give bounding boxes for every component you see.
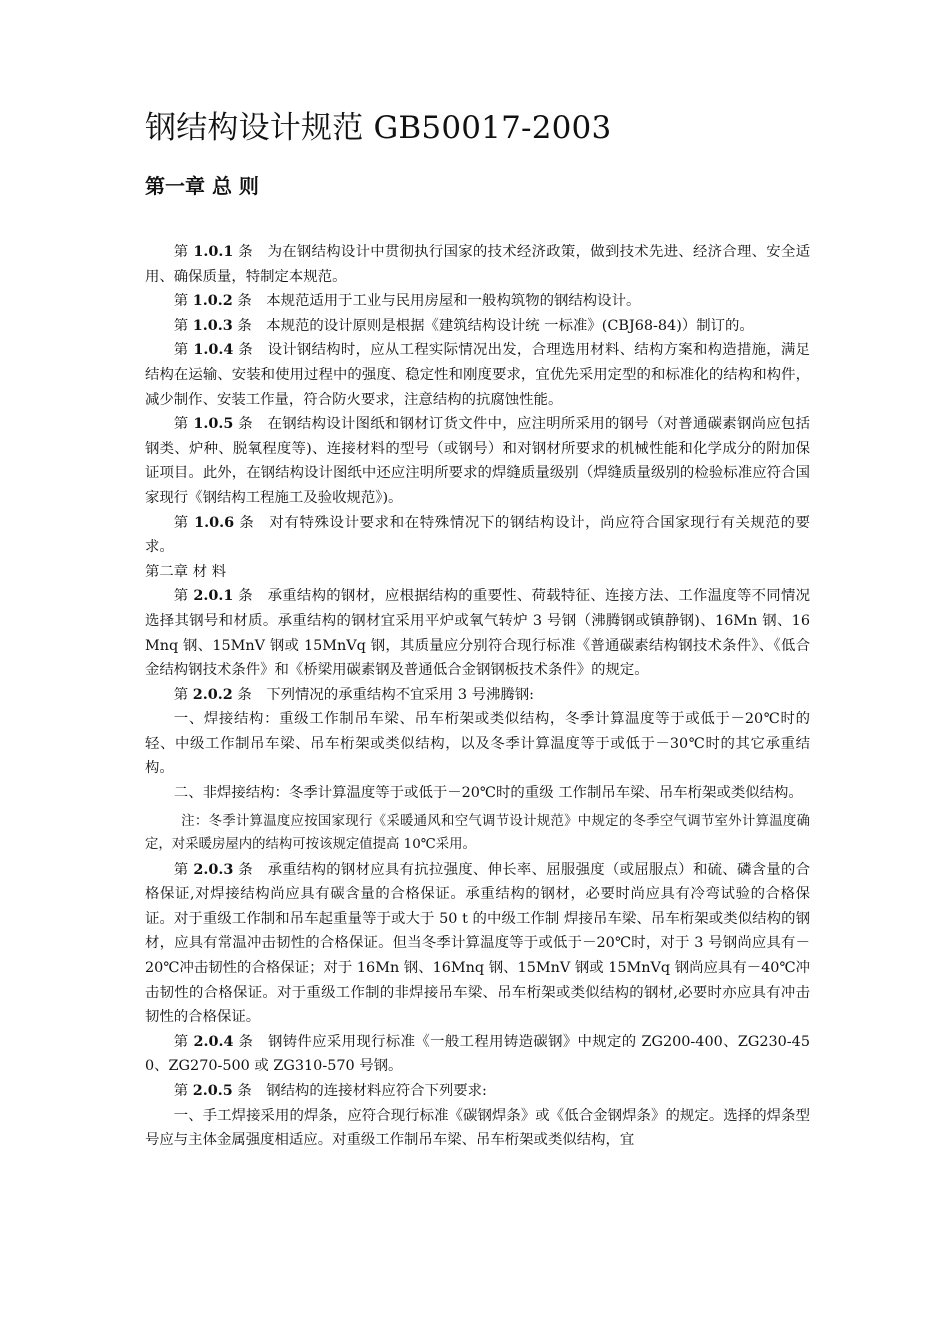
article-number: 1.0.4 [193,341,234,359]
article-1-0-4 [145,338,810,412]
article-suffix: 条 [232,1083,252,1099]
article-number: 1.0.3 [192,316,233,334]
article-number: 2.0.3 [193,860,234,878]
article-number: 2.0.2 [192,685,233,703]
article-2-0-2-item-1: 一、焊接结构：重级工作制吊车梁、吊车桁架或类似结构，冬季计算温度等于或低于－20℃时的轻、中级工作制吊车梁、吊车桁架或类似结构，以及冬季计算温度等于或低于－30℃时的其它承重结构。 [145,711,810,777]
article-1-0-5 [145,412,810,510]
article-prefix: 第 [173,1083,193,1099]
article-text: 钢铸件应采用现行标准《一般工程用铸造碳钢》中规定的 ZG200-400、ZG230-450、ZG270-500 或 ZG310-570 号钢。 [145,1033,810,1075]
chapter-1-heading: 第一章 总 则 [145,174,259,198]
article-2-0-2-note: 注：冬季计算温度应按国家现行《采暖通风和空气调节设计规范》中规定的冬季空气调节室外计算温度确定，对采暖房屋内的结构可按该规定值提高 10℃采用。 [145,813,810,852]
article-suffix: 条 [232,686,252,703]
article-suffix: 条 [233,1033,254,1050]
article-suffix: 条 [232,293,252,310]
article-suffix: 条 [233,861,253,878]
article-suffix: 条 [233,588,253,605]
article-suffix: 条 [233,416,253,433]
article-suffix: 条 [234,514,255,531]
article-prefix: 第 [173,588,194,605]
article-text: 本规范的设计原则是根据《建筑结构设计统 一标准》(CBJ68-84)）制订的。 [266,317,754,334]
article-prefix: 第 [173,317,193,334]
article-text: 本规范适用于工业与民用房屋和一般构筑物的钢结构设计。 [266,293,641,310]
article-1-0-3 [145,314,810,339]
article-text: 设计钢结构时，应从工程实际情况出发，合理选用材料、结构方案和构造措施，满足结构在运输、安装和使用过程中的强度、稳定性和刚度要求，宜优先采用定型的和标准化的结构和构件，减少制作、安装工作量，符合防火要求，注意结构的抗腐蚀性能。 [145,342,811,408]
article-prefix: 第 [173,416,194,433]
article-suffix: 条 [232,317,252,334]
document-title: 钢结构设计规范 GB50017-2003 [145,110,612,146]
article-number: 2.0.1 [193,587,234,605]
chapter-2-heading: 第二章 材 料 [145,563,227,580]
article-number: 1.0.5 [193,415,234,433]
article-1-0-1 [145,240,810,289]
article-1-0-2 [145,289,810,314]
article-text: 承重结构的钢材，应根据结构的重要性、荷载特征、连接方法、工作温度等不同情况选择其钢号和材质。承重结构的钢材宜采用平炉或氧气转炉 3 号钢（沸腾钢或镇静钢)、16Mn 钢、16Mnq 钢、15MnV 钢或 15MnVq 钢，其质量应分别符合现行标准《普通碳素结构钢技术条件》、《低合金结构钢技术条件》和《桥梁用碳素钢及普通低合金钢钢板技术条件》的规定。 [145,588,811,679]
article-2-0-4 [145,1030,810,1079]
article-1-0-6 [145,511,810,560]
article-2-0-1 [145,584,810,682]
article-prefix: 第 [173,1033,194,1050]
article-suffix: 条 [233,342,253,359]
article-number: 1.0.1 [193,243,234,260]
article-2-0-2-item-2: 二、非焊接结构：冬季计算温度等于或低于－20℃时的重级 工作制吊车梁、吊车桁架或类似结构。 [173,785,803,802]
article-text: 钢结构的连接材料应符合下列要求: [266,1083,487,1099]
article-suffix: 条 [233,244,253,260]
article-2-0-5-item-1: 一、手工焊接采用的焊条，应符合现行标准《碳钢焊条》或《低合金钢焊条》的规定。选择的焊条型号应与主体金属强度相适应。对重级工作制吊车梁、吊车桁架或类似结构，宜 [145,1107,810,1149]
article-2-0-5 [145,1079,810,1104]
article-prefix: 第 [173,514,195,531]
article-number: 1.0.6 [194,513,235,531]
article-prefix: 第 [173,686,193,703]
article-prefix: 第 [173,244,194,260]
article-text: 下列情况的承重结构不宜采用 3 号沸腾钢: [266,686,534,703]
article-prefix: 第 [173,293,193,310]
article-number: 2.0.4 [193,1032,234,1050]
article-text: 对有特殊设计要求和在特殊情况下的钢结构设计，尚应符合国家现行有关规范的要求。 [145,514,811,556]
article-prefix: 第 [173,861,194,878]
article-text: 承重结构的钢材应具有抗拉强度、伸长率、屈服强度（或屈服点）和硫、磷含量的合格保证,对焊接结构尚应具有碳含量的合格保证。承重结构的钢材，必要时尚应具有冷弯试验的合格保证。对于重级工作制和吊车起重量等于或大于 50 t 的中级工作制 焊接吊车梁、吊车桁架或类似结构的钢材，应具有常温冲击韧性的合格保证。但当冬季计算温度等于或低于－20℃时，对于 3 号钢尚应具有－20℃冲击韧性的合格保证；对于 16Mn 钢、16Mnq 钢、15MnV 钢或 15MnVq 钢尚应具有－40℃冲击韧性的合格保证。对于重级工作制的非焊接吊车梁、吊车桁架或类似结构的钢材,必要时亦应具有冲击韧性的合格保证。 [145,861,811,1026]
article-2-0-2 [145,683,810,708]
article-text: 在钢结构设计图纸和钢材订货文件中，应注明所采用的钢号（对普通碳素钢尚应包括钢类、炉种、脱氧程度等)、连接材料的型号（或钢号）和对钢材所要求的机械性能和化学成分的附加保证项目。此外，在钢结构设计图纸中还应注明所要求的焊缝质量级别（焊缝质量级别的检验标准应符合国家现行《钢结构工程施工及验收规范》)。 [145,416,811,506]
article-prefix: 第 [173,342,194,359]
article-2-0-3 [145,858,810,1030]
article-text: 为在钢结构设计中贯彻执行国家的技术经济政策，做到技术先进、经济合理、安全适用、确保质量，特制定本规范。 [145,244,811,285]
article-number: 1.0.2 [192,292,233,310]
document-body [145,240,810,1153]
article-number: 2.0.5 [192,1082,233,1099]
